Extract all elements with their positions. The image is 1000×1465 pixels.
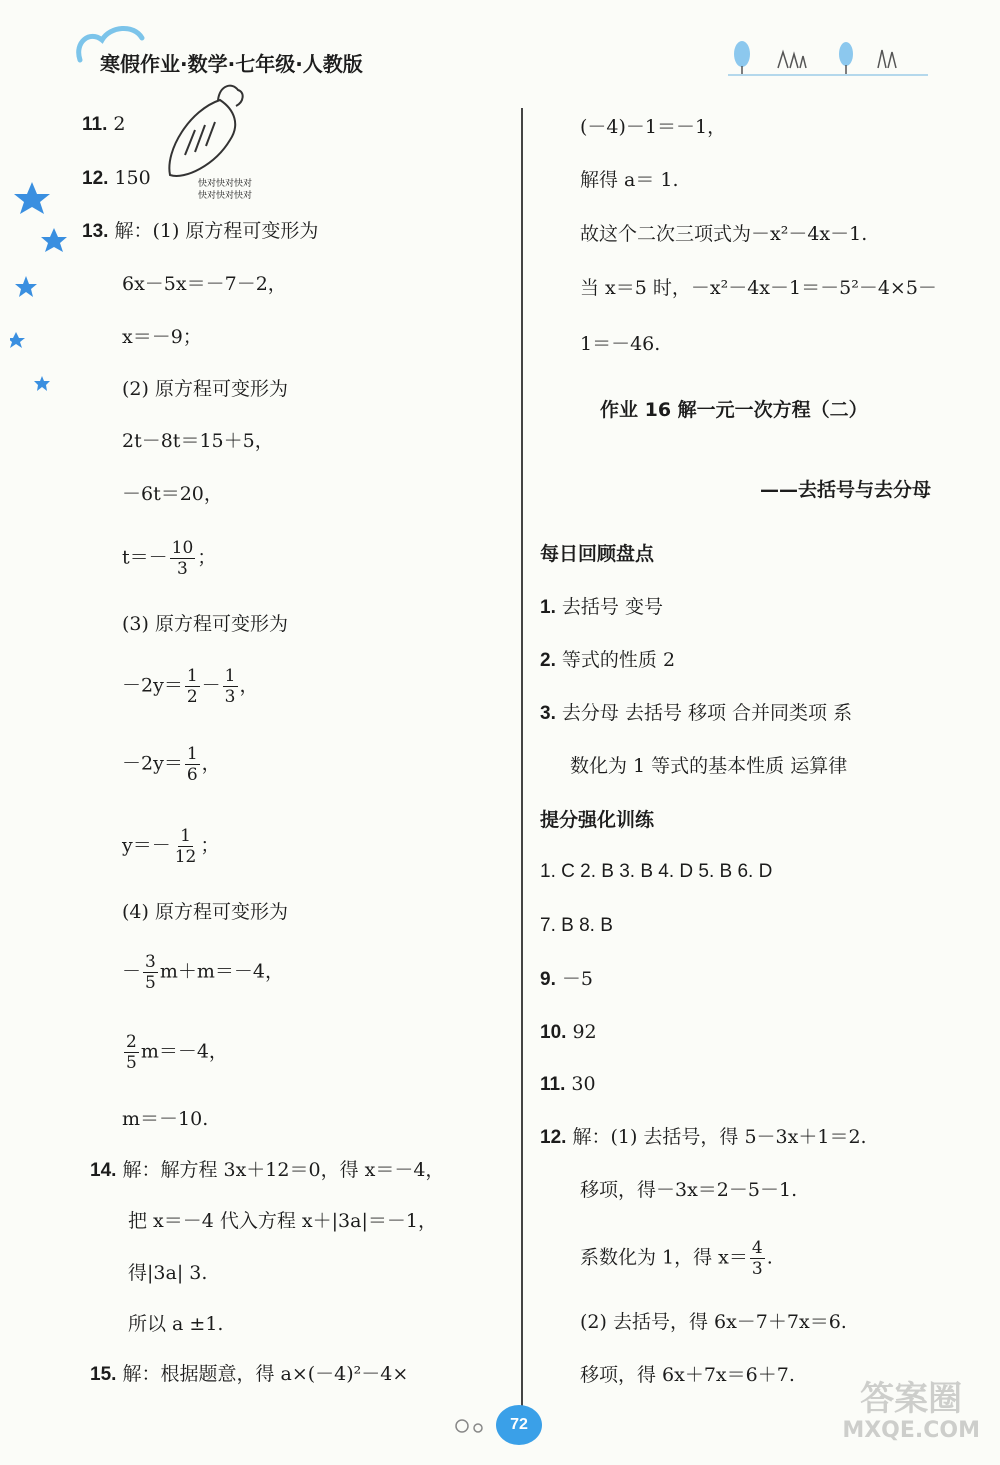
equation-line: － $\frac{3}{5}$ m＋m＝－4， xyxy=(122,952,284,993)
equation-line: 1＝－46. xyxy=(580,333,661,355)
fraction: $\frac{10}{3}$ xyxy=(171,538,194,579)
equation-line: 移项，得 6x＋7x＝6＋7. xyxy=(580,1364,795,1386)
equation-line: 6x－5x＝－7－2， xyxy=(122,273,287,295)
answer-number: 15. xyxy=(90,1364,117,1385)
review-heading: 每日回顾盘点 xyxy=(540,543,655,565)
list-item: 10. 92 xyxy=(540,1021,597,1043)
equation-line: x＝－9； xyxy=(122,326,202,348)
fraction: $\frac{1}{2}$ xyxy=(186,666,198,707)
answer-number: 12. xyxy=(82,168,109,189)
answer-15 xyxy=(90,1362,408,1387)
page-number: 72 xyxy=(496,1405,542,1445)
equation-line: 解得 a＝ 1. xyxy=(580,169,679,191)
page-number-decoration xyxy=(454,1418,494,1438)
equation-line: (－4)－1＝－1， xyxy=(580,116,727,138)
star-decorations xyxy=(10,180,70,404)
equation-line: y＝－ $\frac{1}{12}$ ； xyxy=(122,826,220,867)
carrot-sticker-icon xyxy=(160,80,250,194)
header-trees-decoration xyxy=(728,38,928,82)
equation-line: －2y＝ $\frac{1}{6}$ ， xyxy=(122,744,221,785)
equation-line: 得|3a| 3. xyxy=(128,1262,208,1284)
fraction: $\frac{1}{3}$ xyxy=(224,666,236,707)
list-item: 11. 30 xyxy=(540,1073,596,1095)
equation-line: 2t－8t＝15＋5， xyxy=(122,430,274,452)
answer-number: 13. xyxy=(82,221,109,242)
section-subtitle: ——去括号与去分母 xyxy=(760,479,932,501)
multiple-choice-answers: 1. C 2. B 3. B 4. D 5. B 6. D xyxy=(540,861,773,882)
answer-11 xyxy=(82,112,126,137)
equation-line: 把 x＝－4 代入方程 x＋|3a|＝－1， xyxy=(128,1210,437,1232)
equation-line: t＝－ $\frac{10}{3}$ ； xyxy=(122,538,217,579)
answer-value: 2 xyxy=(113,113,126,135)
equation-line: 当 x＝5 时，－x²－4x－1＝－5²－4×5－ xyxy=(580,277,937,299)
answer-value: 150 xyxy=(114,167,151,189)
sub-question: (3) 原方程可变形为 xyxy=(122,613,288,635)
equation-line: (2) 去括号，得 6x－7＋7x＝6. xyxy=(580,1311,847,1333)
list-item-continued: 数化为 1 等式的基本性质 运算律 xyxy=(570,755,848,777)
list-item: 2. 等式的性质 2 xyxy=(540,649,676,671)
fraction: $\frac{2}{5}$ xyxy=(126,1032,137,1073)
practice-heading: 提分强化训练 xyxy=(540,809,655,831)
equation-line: 移项，得－3x＝2－5－1. xyxy=(580,1179,798,1201)
list-item: 12. 解：(1) 去括号，得 5－3x＋1＝2. xyxy=(540,1126,867,1148)
watermark-logo: 答案圈 MXQE.COM xyxy=(842,1379,980,1443)
answer-14 xyxy=(90,1158,444,1183)
answer-text: 解：根据题意，得 a×(－4)²－4× xyxy=(122,1363,409,1385)
fraction: $\frac{1}{12}$ xyxy=(174,826,197,867)
column-divider xyxy=(521,108,523,1408)
list-item: 3. 去分母 去括号 移项 合并同类项 系 xyxy=(540,702,853,724)
answer-number: 11. xyxy=(82,114,108,135)
section-title: 作业 16 解一元一次方程（二） xyxy=(600,399,868,421)
equation-line: $\frac{2}{5}$ m＝－4， xyxy=(126,1032,228,1073)
fraction: $\frac{1}{6}$ xyxy=(186,744,198,785)
fraction: $\frac{3}{5}$ xyxy=(145,952,156,993)
sticker-caption: 快对快对快对 快对快对快对 xyxy=(198,179,253,201)
equation-line: 所以 a ±1. xyxy=(128,1313,224,1335)
list-item: 1. 去括号 变号 xyxy=(540,596,663,618)
fraction: $\frac{4}{3}$ xyxy=(751,1238,763,1279)
answer-12 xyxy=(82,166,151,191)
equation-line: －6t＝20， xyxy=(122,483,223,505)
equation-line: －2y＝ $\frac{1}{2}$ － $\frac{1}{3}$ ， xyxy=(122,666,259,707)
equation-line: 系数化为 1，得 x＝ $\frac{4}{3}$ . xyxy=(580,1238,773,1279)
multiple-choice-answers: 7. B 8. B xyxy=(540,915,613,936)
page-header-title: 寒假作业·数学·七年级·人教版 xyxy=(100,52,363,76)
answer-13-intro xyxy=(82,219,318,244)
equation-line: 故这个二次三项式为－x²－4x－1. xyxy=(580,223,868,245)
sub-question: (2) 原方程可变形为 xyxy=(122,378,288,400)
answer-text: 解：解方程 3x＋12＝0，得 x＝－4， xyxy=(122,1159,445,1181)
sub-question: (4) 原方程可变形为 xyxy=(122,901,288,923)
answer-number: 14. xyxy=(90,1160,117,1181)
list-item: 9. －5 xyxy=(540,968,593,990)
answer-text: 解：(1) 原方程可变形为 xyxy=(114,220,319,242)
equation-line: m＝－10. xyxy=(122,1108,209,1130)
